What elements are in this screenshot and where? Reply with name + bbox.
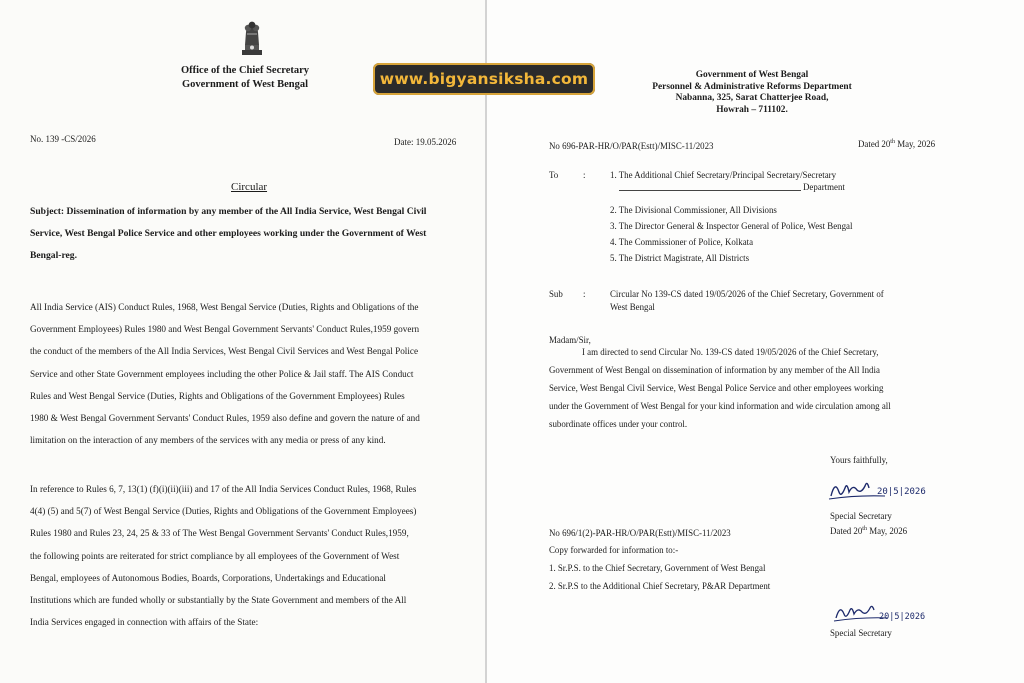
memo-number: No 696-PAR-HR/O/PAR(Estt)/MISC-11/2023 bbox=[549, 141, 714, 151]
body-line: I am directed to send Circular No. 139-CS dated 19/05/2026 of the Chief Secretary, bbox=[582, 347, 879, 357]
website-banner[interactable] bbox=[373, 63, 595, 95]
recipient-item: 5. The District Magistrate, All Districts bbox=[610, 253, 750, 263]
body-line: under the Government of West Bengal for your kind information and wide circulation among all bbox=[549, 401, 891, 411]
paragraph-rules-reference bbox=[30, 478, 480, 633]
paragraph-line: Service and other State Government employees including the other Police & Jail staff. The AIS Conduct bbox=[30, 368, 414, 379]
paragraph-line: Rules 1980 and Rules 23, 24, 25 & 33 of The West Bengal Government Servants' Conduct Rules,1959, bbox=[30, 528, 409, 539]
paragraph-line: 1980 & West Bengal Government Servants' Conduct Rules, 1959 also define and govern the nature of and bbox=[30, 413, 420, 424]
department-header bbox=[607, 70, 897, 116]
recipient-department: Department bbox=[803, 182, 845, 192]
paragraph-line: India Services engaged in connection with affairs of the State: bbox=[30, 617, 259, 628]
paragraph-line: the following points are reiterated for strict compliance by all employees of the Government of West bbox=[30, 550, 400, 561]
header-line: Personnel & Administrative Reforms Department bbox=[652, 81, 852, 92]
subject-line: Subject: Dissemination of information by any member of the All India Service, West Bengal Civil bbox=[30, 206, 427, 217]
body-line: Government of West Bengal on dissemination of information by any member of the All India bbox=[549, 365, 880, 375]
government-name: Government of West Bengal bbox=[181, 79, 309, 90]
subject-line: Service, West Bengal Police Service and other employees working under the Government of West bbox=[30, 228, 427, 239]
body-line: Service, West Bengal Civil Service, West Bengal Police Service and other employees working bbox=[549, 383, 884, 393]
date-suffix-sup: th bbox=[862, 526, 867, 533]
state-emblem-icon bbox=[237, 14, 267, 58]
date-prefix: Dated 20 bbox=[858, 139, 891, 149]
paragraph-conduct-rules bbox=[30, 296, 480, 451]
paragraph-line: In reference to Rules 6, 7, 13(1) (f)(i)(ii)(iii) and 17 of the All India Services Conduct Rules, 1968, Rules bbox=[30, 484, 417, 494]
recipient-item: 2. The Divisional Commissioner, All Divisions bbox=[610, 205, 777, 215]
memo2-number: No 696/1(2)-PAR-HR/O/PAR(Estt)/MISC-11/2023 bbox=[549, 528, 731, 538]
subject-line: Bengal-reg. bbox=[30, 250, 77, 261]
sub-label: Sub bbox=[549, 289, 563, 299]
signatory-title: Special Secretary bbox=[830, 628, 892, 638]
recipient-item: 1. The Additional Chief Secretary/Principal Secretary/Secretary bbox=[610, 170, 837, 180]
left-circular-page bbox=[0, 0, 485, 683]
paragraph-line: Bengal, employees of Autonomous Bodies, Boards, Corporations, Undertakings and Educational bbox=[30, 572, 386, 583]
copy-item: 2. Sr.P.S to the Additional Chief Secretary, P&AR Department bbox=[549, 581, 771, 591]
body-line: subordinate offices under your control. bbox=[549, 419, 688, 429]
to-label: To bbox=[549, 170, 559, 180]
copy-forwarded-label: Copy forwarded for information to:- bbox=[549, 545, 679, 555]
sub-text-line: Circular No 139-CS dated 19/05/2026 of the Chief Secretary, Government of bbox=[610, 289, 884, 299]
signatory-title: Special Secretary bbox=[830, 511, 892, 521]
paragraph-line: Institutions which are funded wholly or substantially by the State Government and members of the All bbox=[30, 595, 407, 606]
blank-line bbox=[619, 190, 801, 191]
subject-block bbox=[30, 201, 480, 267]
date-month-year: May, 2026 bbox=[866, 526, 908, 536]
website-url[interactable]: www.bigyansiksha.com bbox=[379, 70, 589, 88]
memo-number: No. 139 -CS/2026 bbox=[30, 134, 96, 144]
copy-item: 1. Sr.P.S. to the Chief Secretary, Government of West Bengal bbox=[549, 563, 766, 573]
paragraph-line: 4(4) (5) and 5(7) of West Bengal Service (Duties, Rights and Obligations of the Government Employees) bbox=[30, 506, 417, 517]
signature-date: 20|5|2026 bbox=[877, 487, 926, 497]
recipient-item: 4. The Commissioner of Police, Kolkata bbox=[610, 237, 754, 247]
salutation: Madam/Sir, bbox=[549, 335, 591, 345]
paragraph-line: Rules and West Bengal Service (Duties, Rights and Obligations of the Government Employees) Rules bbox=[30, 390, 405, 401]
signature-date: 20|5|2026 bbox=[879, 612, 926, 622]
header-line: Nabanna, 325, Sarat Chatterjee Road, bbox=[675, 93, 829, 103]
closing: Yours faithfully, bbox=[830, 455, 888, 465]
paragraph-line: All India Service (AIS) Conduct Rules, 1968, West Bengal Service (Duties, Rights and Obligations of the bbox=[30, 302, 419, 312]
circular-heading: Circular bbox=[231, 181, 268, 193]
sub-text-line: West Bengal bbox=[610, 302, 655, 312]
date-suffix-sup: th bbox=[890, 139, 895, 146]
paragraph-line: the conduct of the members of the All India Services, West Bengal Civil Services and West Bengal Police bbox=[30, 346, 419, 357]
header-line: Howrah – 711102. bbox=[716, 104, 788, 115]
recipient-item: 3. The Director General & Inspector General of Police, West Bengal bbox=[610, 221, 853, 231]
circular-date: Date: 19.05.2026 bbox=[394, 137, 457, 147]
date-prefix: Dated 20 bbox=[830, 526, 863, 536]
sub-colon: : bbox=[583, 289, 586, 299]
memo2-date bbox=[830, 526, 907, 536]
date-month-year: May, 2026 bbox=[894, 139, 936, 149]
paragraph-line: limitation on the interaction of any members of the services with any media or press of any kind. bbox=[30, 435, 386, 446]
right-forwarding-page bbox=[487, 0, 1024, 683]
paragraph-line: Government Employees) Rules 1980 and West Bengal Government Servants' Conduct Rules,1959 govern bbox=[30, 324, 420, 335]
office-name: Office of the Chief Secretary bbox=[180, 65, 310, 76]
memo-date bbox=[858, 139, 935, 149]
to-colon: : bbox=[583, 170, 586, 180]
header-line: Government of West Bengal bbox=[695, 70, 809, 80]
